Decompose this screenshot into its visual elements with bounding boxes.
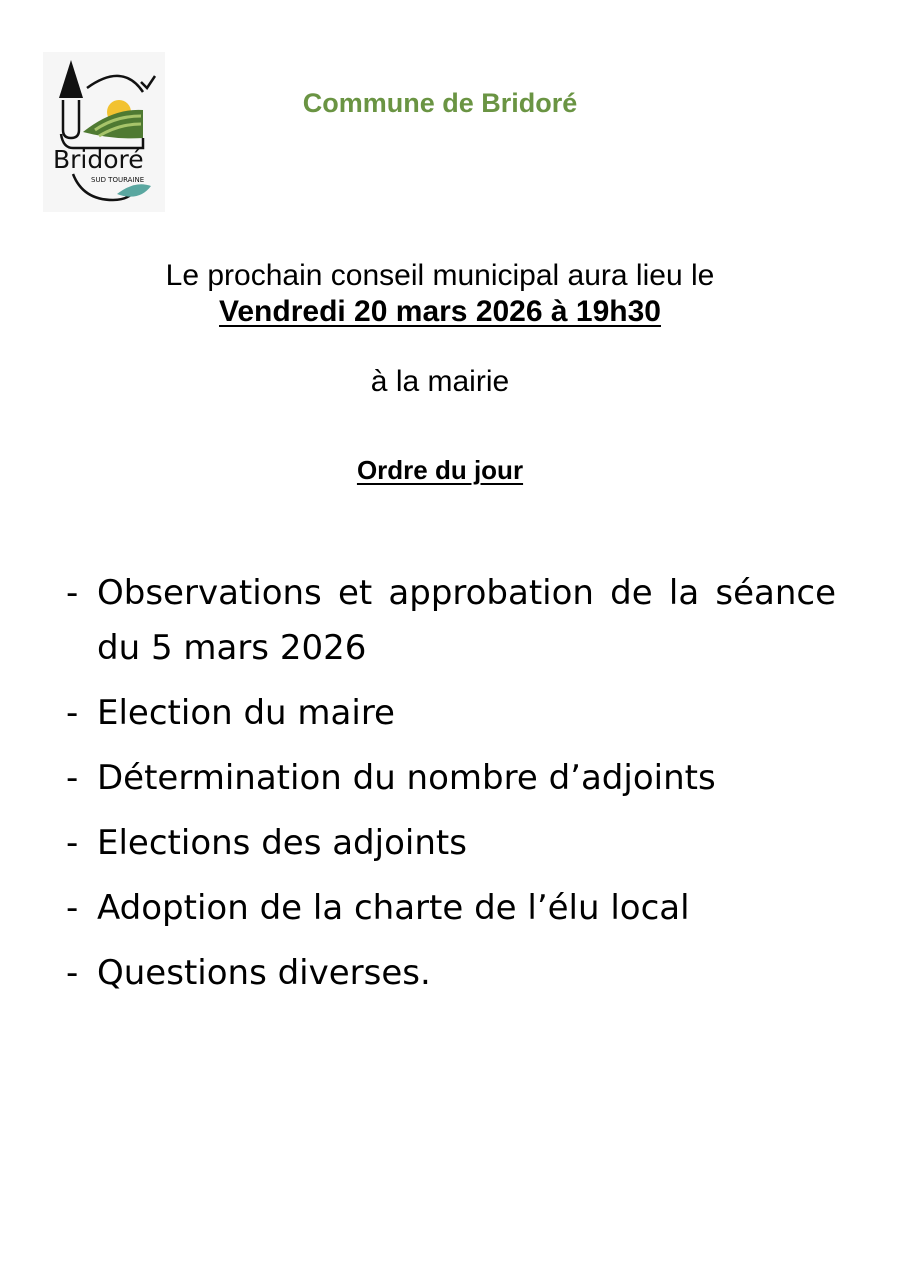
agenda-item-text: Adoption de la charte de l’élu local	[97, 888, 690, 928]
agenda-list	[66, 566, 836, 1011]
bridore-logo-emblem	[43, 52, 165, 212]
agenda-item-text: Questions diverses.	[97, 953, 431, 993]
agenda-item-text: Election du maire	[97, 693, 395, 733]
agenda-item	[66, 816, 836, 871]
agenda-heading-text: Ordre du jour	[356, 455, 524, 485]
bullet-dash: -	[66, 693, 79, 733]
agenda-item	[66, 686, 836, 741]
logo-subtitle: SUD TOURAINE	[91, 176, 145, 184]
bullet-dash: -	[66, 758, 79, 798]
bullet-dash: -	[66, 953, 79, 993]
agenda-item	[66, 946, 836, 1001]
agenda-item-text: Observations et approbation de la séance du 5 mars 2026	[97, 573, 836, 668]
bullet-dash: -	[66, 573, 79, 613]
logo-name: Bridoré	[53, 145, 144, 174]
announcement-intro: Le prochain conseil municipal aura lieu le	[165, 259, 715, 292]
commune-logo	[43, 52, 165, 212]
bullet-dash: -	[66, 823, 79, 863]
agenda-item	[66, 881, 836, 936]
bullet-dash: -	[66, 888, 79, 928]
commune-title: Commune de Bridoré	[302, 88, 578, 118]
agenda-item	[66, 566, 836, 676]
agenda-item-text: Elections des adjoints	[97, 823, 467, 863]
agenda-item-text: Détermination du nombre d’adjoints	[97, 758, 716, 798]
meeting-date-text: Vendredi 20 mars 2026 à 19h30	[219, 295, 661, 328]
meeting-date	[0, 293, 880, 331]
agenda-heading	[0, 453, 880, 487]
agenda-item	[66, 751, 836, 806]
meeting-place: à la mairie	[370, 365, 510, 398]
